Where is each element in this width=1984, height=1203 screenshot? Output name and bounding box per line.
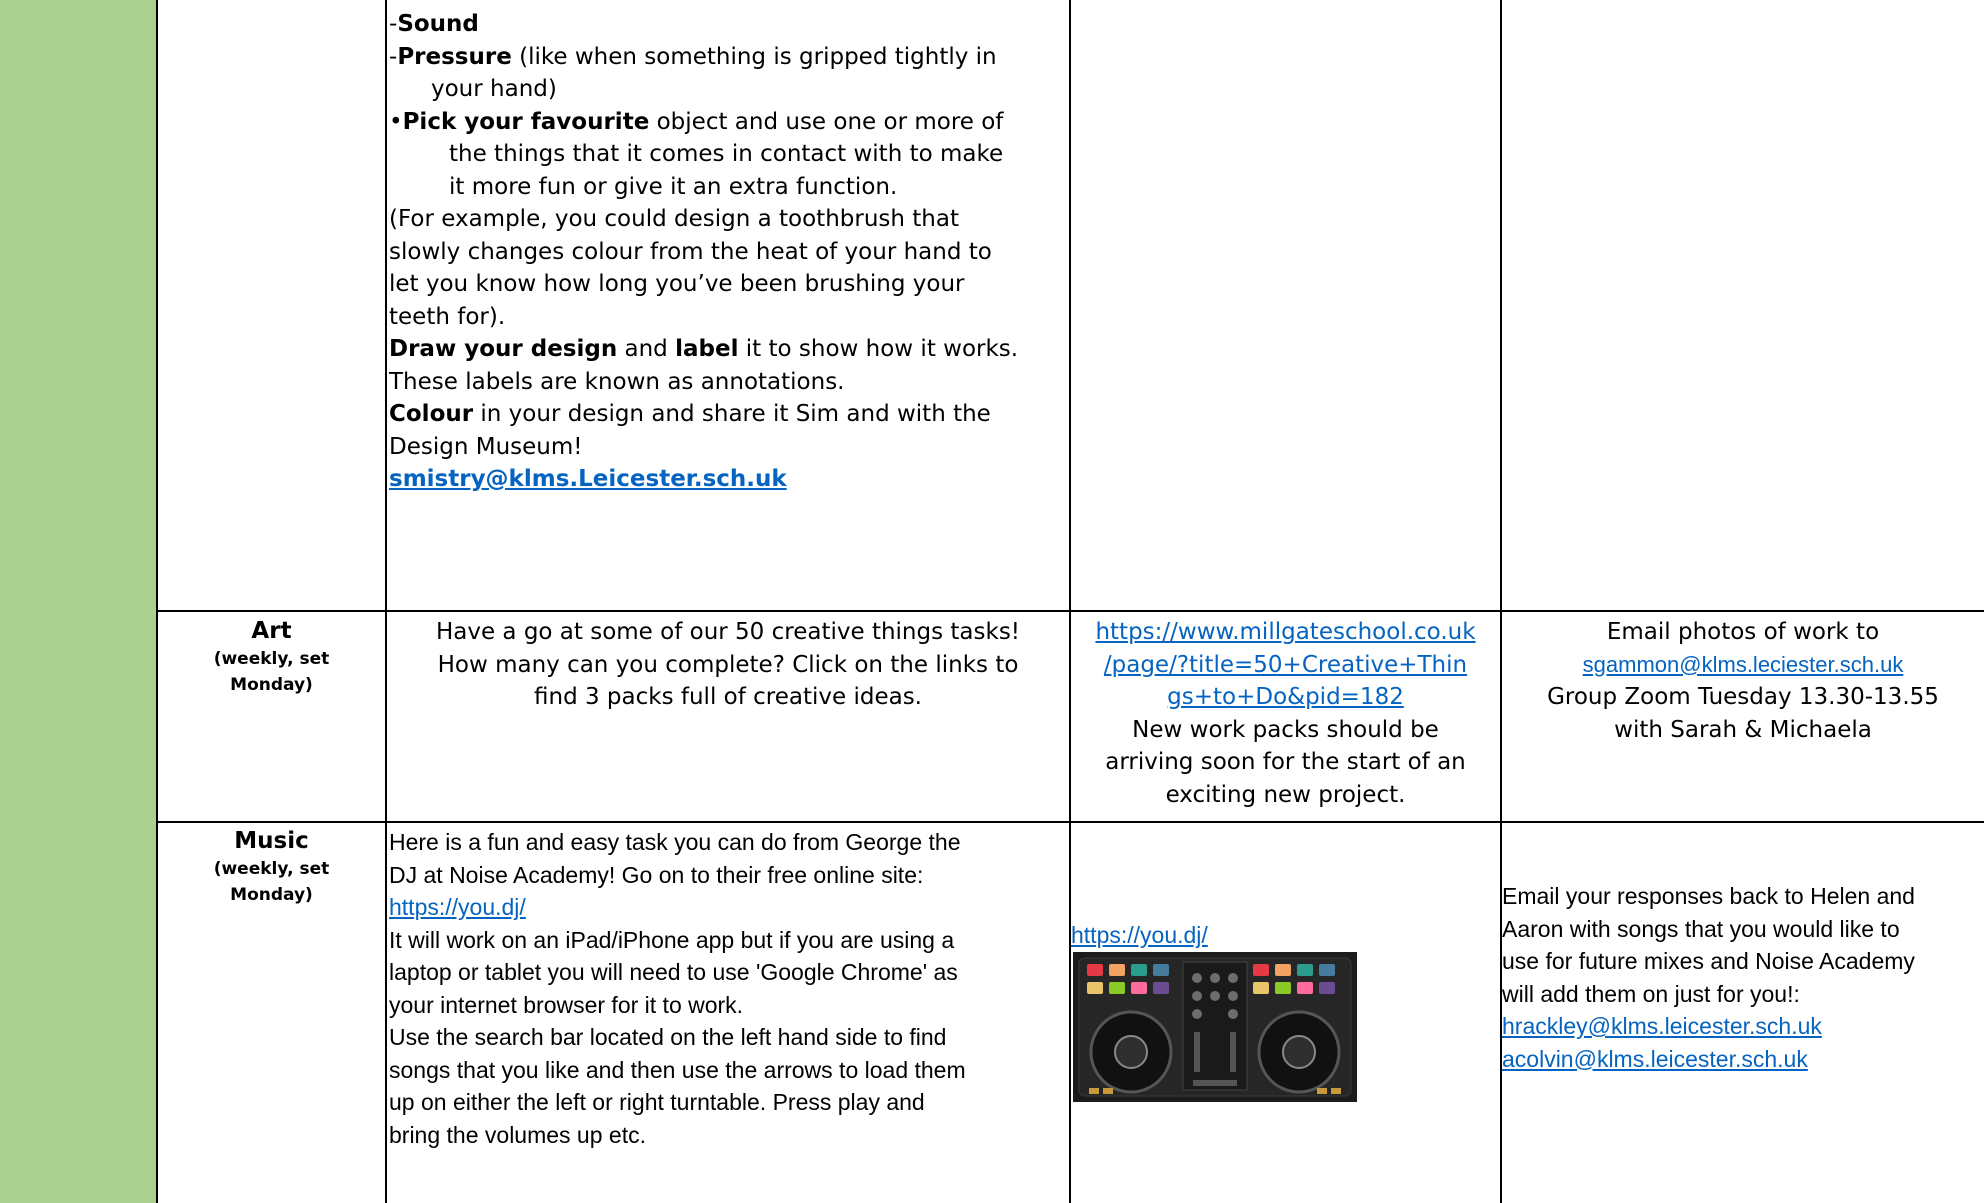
music-subject: Music [234, 828, 309, 854]
pick-heading: Pick your favourite [402, 108, 650, 135]
pressure-text: (like when something is gripped tightly in [511, 43, 997, 70]
pick-text-cont: the things that it comes in contact with to make [449, 141, 1004, 167]
music-contact-text: use for future mixes and Noise Academy [1502, 948, 1915, 974]
art-task-text: How many can you complete? Click on the links to [437, 651, 1019, 678]
dj-pad [1297, 964, 1313, 976]
art-subject-cell [158, 616, 385, 698]
art-resource-link[interactable]: https://www.millgateschool.co.uk [1095, 619, 1476, 645]
dj-pad [1131, 964, 1147, 976]
dj-pad [1297, 982, 1313, 994]
music-contact-text: Aaron with songs that you would like to [1502, 915, 1900, 942]
music-task-text: your internet browser for it to work. [389, 991, 744, 1018]
music-schedule: Monday) [230, 885, 313, 905]
colour-heading: Colour [389, 401, 474, 427]
music-contact-cell [1502, 880, 1984, 1075]
music-task-link[interactable]: https://you.dj/ [389, 894, 526, 920]
dj-controller-image [1073, 952, 1357, 1102]
draw-text: and [617, 336, 676, 362]
music-task-text: DJ at Noise Academy! Go on to their free online site: [389, 861, 924, 888]
music-task-text: bring the volumes up etc. [389, 1121, 646, 1148]
dj-pad [1319, 982, 1335, 994]
music-task-text: Here is a fun and easy task you can do from George the [389, 829, 961, 855]
example-text: let you know how long you’ve been brushing your [389, 271, 965, 297]
annotations-text: These labels are known as annotations. [389, 368, 845, 395]
design-email-link[interactable]: smistry@klms.Leicester.sch.uk [389, 466, 787, 492]
rule [156, 821, 1984, 823]
music-task-text: laptop or tablet you will need to use 'Google Chrome' as [389, 959, 958, 985]
music-task-text: songs that you like and then use the arrows to load them [389, 1056, 966, 1083]
design-task-cell [389, 8, 1067, 496]
dj-pad [1153, 982, 1169, 994]
museum-text: Design Museum! [389, 433, 583, 460]
dj-controller-drawing [1073, 952, 1357, 1102]
art-resource-text: arriving soon for the start of an [1105, 749, 1466, 775]
art-resource-link[interactable]: /page/?title=50+Creative+Thin [1103, 651, 1468, 678]
rule [1069, 0, 1071, 1203]
green-side-column [0, 0, 157, 1203]
example-text: slowly changes colour from the heat of your hand to [389, 238, 992, 265]
dj-pad [1153, 964, 1169, 976]
label-heading: label [675, 336, 739, 362]
art-task-text: find 3 packs full of creative ideas. [534, 684, 922, 710]
dj-pad [1275, 982, 1291, 994]
music-task-text: up on either the left or right turntable. Press play and [389, 1089, 925, 1115]
dj-pad [1275, 964, 1291, 976]
pick-text-cont: it more fun or give it an extra function. [449, 173, 898, 200]
rule [385, 0, 387, 1203]
dj-pad [1109, 964, 1125, 976]
pressure-text-cont: your hand) [431, 76, 557, 102]
art-resource-text: exciting new project. [1165, 781, 1406, 808]
dash: - [389, 11, 398, 37]
music-contact-email-link[interactable]: acolvin@klms.leicester.sch.uk [1502, 1045, 1808, 1072]
bullet: • [389, 108, 403, 135]
art-contact-email-link[interactable]: sgammon@klms.leciester.sch.uk [1582, 651, 1904, 677]
sound-heading: Sound [397, 11, 479, 37]
dash: - [389, 43, 398, 70]
art-schedule: Monday) [230, 675, 313, 695]
art-schedule: (weekly, set [213, 649, 330, 669]
art-contact-cell [1502, 616, 1984, 746]
art-resource-text: New work packs should be [1132, 716, 1439, 743]
dj-pad [1087, 982, 1103, 994]
art-resource-link[interactable]: gs+to+Do&pid=182 [1167, 684, 1404, 710]
art-subject: Art [251, 618, 292, 644]
music-resource-cell [1071, 919, 1500, 952]
art-contact-text: with Sarah & Michaela [1614, 716, 1872, 743]
music-schedule: (weekly, set [213, 859, 330, 879]
music-contact-text: will add them on just for you!: [1502, 980, 1800, 1007]
music-task-text: Use the search bar located on the left hand side to find [389, 1024, 947, 1050]
art-contact-text: Email photos of work to [1606, 619, 1880, 645]
pressure-heading: Pressure [397, 43, 512, 70]
rule [156, 610, 1984, 612]
dj-pad [1109, 982, 1125, 994]
dj-pad [1253, 982, 1269, 994]
music-subject-cell [158, 826, 385, 908]
art-resource-cell [1071, 616, 1500, 811]
music-resource-link[interactable]: https://you.dj/ [1071, 922, 1208, 948]
music-task-text: It will work on an iPad/iPhone app but if you are using a [389, 926, 955, 953]
music-contact-email-link[interactable]: hrackley@klms.leicester.sch.uk [1502, 1013, 1822, 1039]
dj-pad [1131, 982, 1147, 994]
draw-heading: Draw your design [389, 336, 618, 362]
dj-pad [1319, 964, 1335, 976]
music-contact-text: Email your responses back to Helen and [1502, 883, 1915, 909]
example-text: teeth for). [389, 303, 506, 330]
label-text: it to show how it works. [738, 336, 1019, 362]
example-text: (For example, you could design a toothbrush that [389, 206, 959, 232]
art-task-text: Have a go at some of our 50 creative things tasks! [435, 619, 1021, 645]
music-task-cell [389, 826, 1069, 1151]
art-task-cell [387, 616, 1069, 714]
pick-text: object and use one or more of [649, 108, 1004, 135]
rule [156, 0, 158, 1203]
dj-pad [1087, 964, 1103, 976]
colour-text: in your design and share it Sim and with the [473, 401, 991, 427]
dj-pad [1253, 964, 1269, 976]
art-contact-text: Group Zoom Tuesday 13.30-13.55 [1547, 684, 1939, 710]
